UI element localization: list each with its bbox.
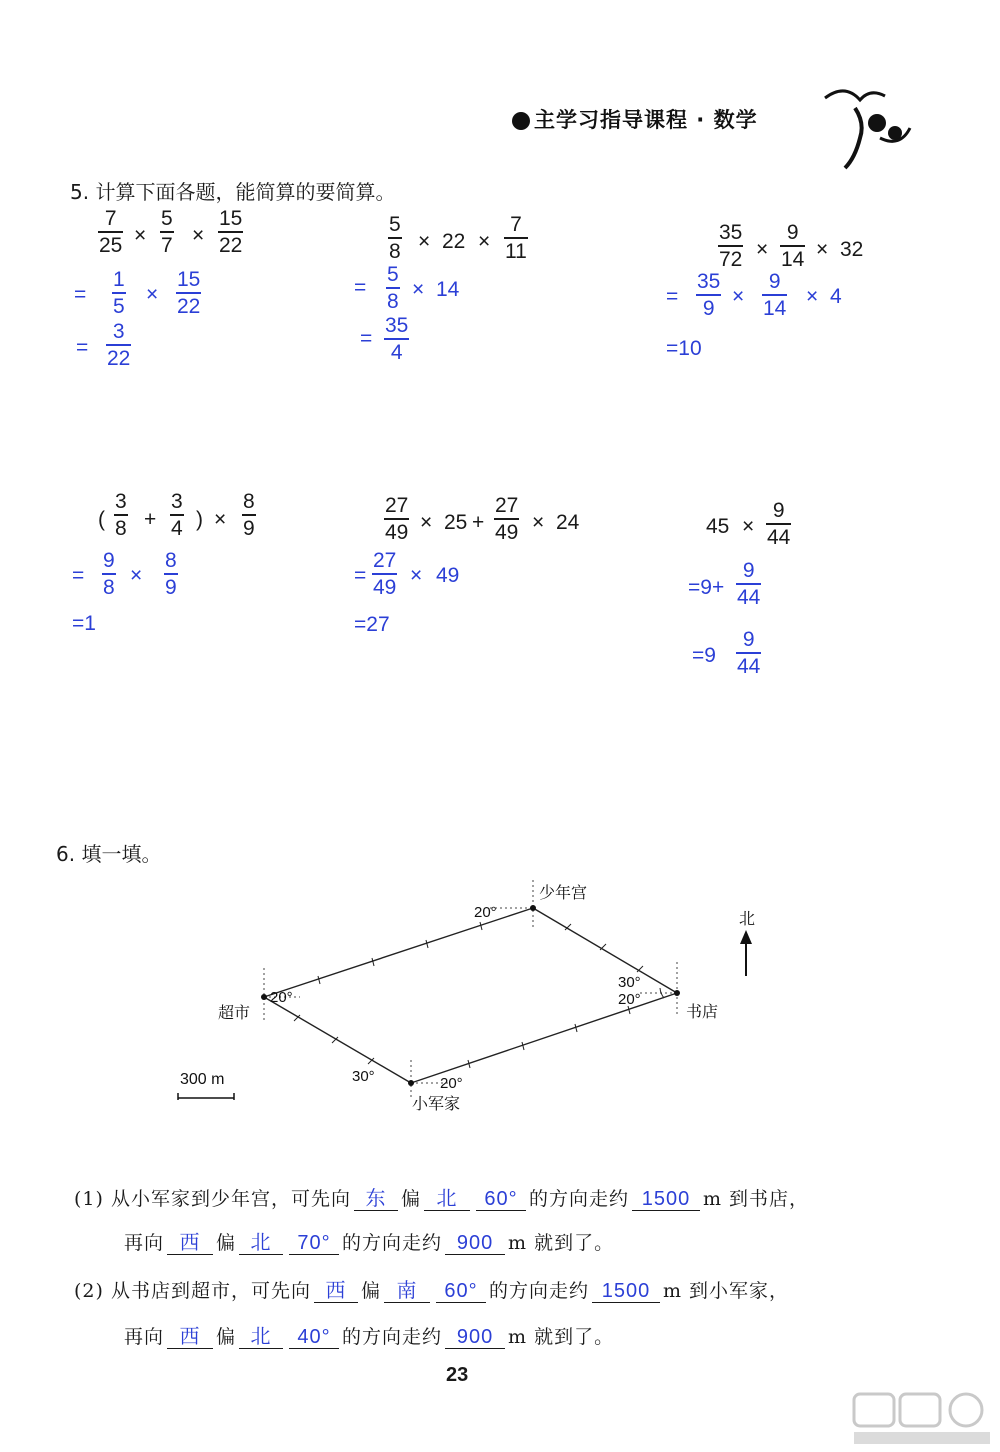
sentence-text: 偏	[360, 1280, 381, 1302]
angle-label: 20°	[270, 989, 293, 1006]
answer-blank[interactable]: 南	[384, 1280, 430, 1303]
sentence-text: (2) 从书店到超市，可先向	[74, 1280, 311, 1302]
numerator: 35	[385, 314, 409, 337]
sentence-text: 偏	[216, 1326, 237, 1348]
plus-sign: +	[472, 511, 485, 534]
answer-blank[interactable]: 60°	[476, 1188, 526, 1211]
numerator: 5	[387, 263, 399, 286]
answer-blank[interactable]: 1500	[632, 1188, 700, 1211]
times-sign: ×	[130, 564, 143, 587]
answer-blank[interactable]: 西	[314, 1280, 358, 1303]
sentence-text: 偏	[216, 1232, 237, 1254]
sentence-1-line-1	[74, 1184, 809, 1211]
times-sign: ×	[412, 278, 425, 301]
sentence-2-line-2	[124, 1322, 614, 1349]
open-paren: (	[98, 508, 105, 531]
times-sign: ×	[756, 238, 769, 261]
sentence-text: 再向	[124, 1232, 165, 1254]
label-chaoshi: 超市	[218, 1003, 251, 1022]
numerator: 5	[389, 213, 401, 236]
sentence-text: 再向	[124, 1326, 165, 1348]
watermark-logo-icon	[852, 1392, 992, 1447]
denominator: 11	[505, 240, 527, 263]
numerator: 15	[219, 207, 243, 230]
answer-blank[interactable]: 70°	[289, 1232, 339, 1255]
result: =1	[72, 612, 96, 635]
route-jia-chaoshi	[264, 997, 411, 1083]
denominator: 22	[107, 347, 131, 370]
answer-blank[interactable]: 北	[424, 1188, 470, 1211]
equals-sign: =	[360, 327, 373, 350]
denominator: 22	[177, 295, 201, 318]
numerator: 9	[742, 628, 755, 651]
point-shudian	[674, 990, 680, 996]
times-sign: ×	[478, 230, 491, 253]
numerator: 8	[243, 490, 255, 513]
number: 24	[556, 511, 580, 534]
answer-blank[interactable]: 东	[354, 1188, 398, 1211]
numerator: 35	[719, 221, 743, 244]
answer-blank[interactable]: 1500	[592, 1280, 660, 1303]
times-sign: ×	[532, 511, 545, 534]
number: 25	[444, 511, 468, 534]
times-sign: ×	[420, 511, 433, 534]
sentence-text: m 到书店，	[703, 1188, 810, 1210]
question-5-title: 5. 计算下面各题，能简算的要简算。	[70, 180, 396, 204]
sentence-text: 的方向走约	[342, 1326, 443, 1348]
numerator: 9	[786, 221, 799, 244]
times-sign: ×	[192, 224, 205, 247]
point-chaoshi	[261, 994, 267, 1000]
result: =10	[666, 337, 702, 360]
equals-sign: =	[74, 283, 87, 306]
denominator: 49	[385, 521, 409, 544]
equals-sign: =	[354, 564, 367, 587]
times-sign: ×	[806, 285, 819, 308]
sentence-text: 的方向走约	[342, 1232, 443, 1254]
sentence-text: 偏	[400, 1188, 421, 1210]
numerator: 9	[742, 559, 755, 582]
point-jia	[408, 1080, 414, 1086]
equals-sign: =	[666, 285, 679, 308]
sentence-text: m 就到了。	[508, 1232, 615, 1254]
times-sign: ×	[410, 564, 423, 587]
times-sign: ×	[146, 283, 159, 306]
close-paren: )	[196, 508, 203, 531]
denominator: 8	[103, 576, 115, 599]
numerator: 3	[115, 490, 127, 513]
sentence-text: m 就到了。	[508, 1326, 615, 1348]
numerator: 9	[768, 270, 781, 293]
equals-sign: =	[354, 276, 367, 299]
times-sign: ×	[214, 508, 227, 531]
numerator: 27	[385, 494, 409, 517]
numerator: 35	[697, 270, 721, 293]
sentence-text: 的方向走约	[488, 1280, 589, 1302]
numerator: 7	[104, 207, 117, 230]
number: 49	[436, 564, 460, 587]
angle-label: 20°	[474, 904, 497, 921]
north-label: 北	[739, 909, 756, 928]
sentence-text: m 到小军家，	[663, 1280, 790, 1302]
sentence-text: 的方向走约	[528, 1188, 629, 1210]
number: 32	[840, 238, 864, 261]
equals-sign: =	[76, 336, 89, 359]
times-sign: ×	[418, 230, 431, 253]
denominator: 72	[719, 248, 743, 271]
numerator: 3	[171, 490, 183, 513]
denominator: 8	[389, 240, 401, 263]
number: 45	[706, 515, 730, 538]
times-sign: ×	[742, 515, 755, 538]
angle-label: 20°	[618, 991, 641, 1008]
times-sign: ×	[732, 285, 745, 308]
answer-blank[interactable]: 北	[239, 1326, 283, 1349]
denominator: 14	[763, 297, 787, 320]
denominator: 8	[115, 517, 127, 540]
sentence-text: (1) 从小军家到少年宫，可先向	[74, 1188, 351, 1210]
route-chaoshi-shaonian	[264, 908, 533, 997]
equals-sign: =	[72, 564, 85, 587]
answer-blank[interactable]: 60°	[436, 1280, 486, 1303]
sentence-1-line-2	[124, 1228, 614, 1255]
number: 4	[830, 285, 842, 308]
plus-sign: +	[144, 508, 157, 531]
answer-blank[interactable]: 900	[445, 1326, 505, 1349]
result: =9	[692, 644, 716, 667]
numerator: 27	[373, 549, 397, 572]
numerator: 7	[510, 213, 522, 236]
numerator: 9	[103, 549, 115, 572]
denominator: 49	[495, 521, 519, 544]
label-shudian: 书店	[686, 1002, 719, 1021]
answer-blank[interactable]: 900	[445, 1232, 505, 1255]
numerator: 8	[165, 549, 177, 572]
expression: =9+	[688, 576, 725, 599]
times-sign: ×	[816, 238, 829, 261]
numerator: 9	[772, 499, 785, 522]
number: 22	[442, 230, 466, 253]
scale-bar	[178, 1093, 234, 1100]
denominator: 9	[165, 576, 177, 599]
denominator: 44	[737, 586, 761, 609]
denominator: 8	[387, 290, 399, 313]
answer-blank[interactable]: 西	[167, 1326, 213, 1349]
sentence-2-line-1	[74, 1276, 789, 1303]
label-jia: 小军家	[412, 1094, 461, 1113]
denominator: 4	[390, 341, 403, 364]
number: 14	[436, 278, 460, 301]
question-6-title: 6. 填一填。	[56, 842, 162, 866]
angle-label: 30°	[618, 974, 641, 991]
numerator: 1	[113, 268, 125, 291]
numerator: 15	[177, 268, 201, 291]
numerator: 3	[112, 320, 125, 343]
answer-blank[interactable]: 40°	[289, 1326, 339, 1349]
angle-label: 30°	[352, 1068, 375, 1085]
page-number: 23	[446, 1364, 469, 1386]
header-title: 主学习指导课程 · 数学	[534, 108, 758, 132]
scale-label: 300 m	[180, 1071, 225, 1088]
label-shaonian: 少年宫	[539, 883, 588, 902]
denominator: 44	[767, 526, 791, 549]
north-arrow-icon	[740, 930, 752, 976]
denominator: 14	[781, 248, 805, 271]
denominator: 7	[161, 234, 173, 257]
route-shaonian-shudian	[533, 908, 677, 993]
numerator: 5	[161, 207, 173, 230]
denominator: 9	[243, 517, 255, 540]
numerator: 27	[495, 494, 519, 517]
denominator: 4	[171, 517, 183, 540]
angle-label: 20°	[440, 1075, 463, 1092]
answer-blank[interactable]: 北	[239, 1232, 283, 1255]
answer-blank[interactable]: 西	[167, 1232, 213, 1255]
times-sign: ×	[134, 224, 147, 247]
denominator: 22	[219, 234, 243, 257]
denominator: 5	[113, 295, 125, 318]
denominator: 25	[99, 234, 123, 257]
denominator: 49	[373, 576, 397, 599]
denominator: 44	[737, 655, 761, 678]
result: =27	[354, 613, 390, 636]
denominator: 9	[702, 297, 715, 320]
point-shaonian	[530, 905, 536, 911]
